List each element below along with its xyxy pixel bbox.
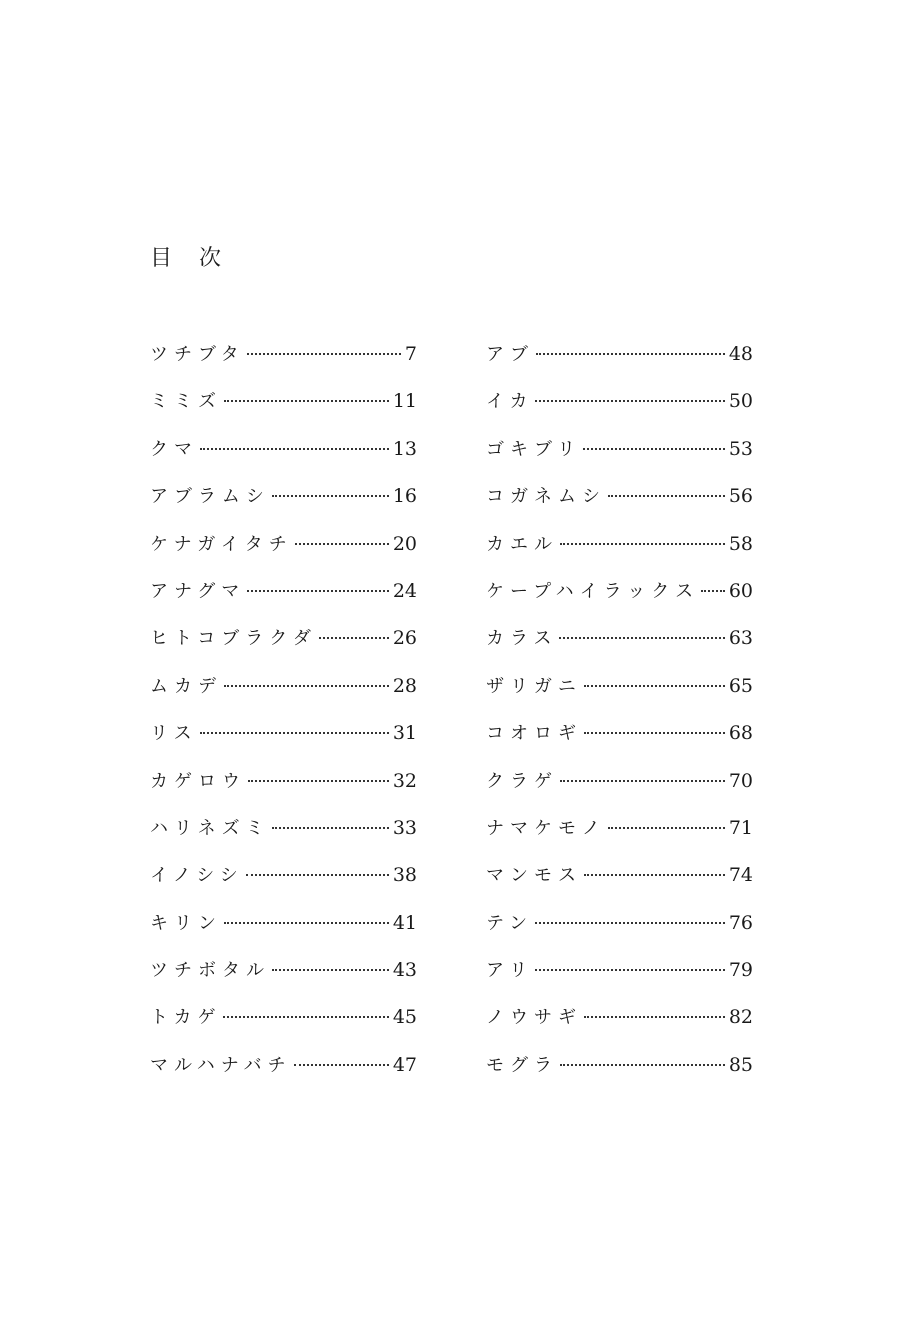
entry-page: 58: [728, 532, 753, 555]
dot-leader: [200, 448, 389, 450]
entry-page: 20: [392, 532, 417, 555]
toc-entry[interactable]: [486, 766, 753, 813]
entry-page: 53: [728, 437, 753, 460]
dot-leader: [200, 732, 389, 734]
toc-entry[interactable]: [150, 529, 417, 576]
dot-leader: [272, 969, 389, 971]
toc-entry[interactable]: [486, 434, 753, 481]
entry-page: 76: [728, 911, 753, 934]
entry-page: 45: [392, 1006, 417, 1029]
dot-leader: [247, 590, 389, 592]
toc-entry[interactable]: [486, 1050, 753, 1097]
entry-name: アリ: [486, 960, 534, 982]
entry-name: カラス: [486, 628, 558, 650]
toc-entry[interactable]: [486, 718, 753, 765]
dot-leader: [559, 637, 724, 639]
entry-page: 32: [392, 769, 417, 792]
entry-name: ケープハイラックス: [486, 580, 700, 602]
dot-leader: [583, 448, 725, 450]
toc-entry[interactable]: [486, 671, 753, 718]
toc-entry[interactable]: [150, 481, 417, 528]
entry-page: 65: [728, 674, 753, 697]
entry-page: 56: [728, 485, 753, 508]
entry-name: コガネムシ: [486, 486, 606, 508]
toc-entry[interactable]: [150, 766, 417, 813]
entry-name: クラゲ: [486, 770, 558, 792]
entry-page: 26: [392, 627, 417, 650]
entry-page: 16: [392, 485, 417, 508]
entry-name: ナマケモノ: [486, 817, 606, 839]
entry-name: モグラ: [486, 1054, 558, 1076]
entry-page: 82: [728, 1006, 753, 1029]
dot-leader: [584, 1016, 725, 1018]
dot-leader: [224, 685, 389, 687]
entry-page: 31: [392, 722, 417, 745]
entry-page: 33: [392, 816, 417, 839]
entry-page: 38: [392, 864, 417, 887]
toc-entry[interactable]: [486, 481, 753, 528]
entry-name: テン: [486, 912, 534, 934]
entry-page: 11: [392, 390, 417, 413]
entry-name: リス: [150, 723, 198, 745]
dot-leader: [584, 685, 725, 687]
page-title: 目 次: [150, 246, 231, 271]
dot-leader: [224, 922, 389, 924]
entry-name: アブラムシ: [150, 486, 270, 508]
dot-leader: [560, 543, 725, 545]
dot-leader: [608, 827, 725, 829]
entry-name: カゲロウ: [150, 770, 246, 792]
entry-name: イカ: [486, 391, 534, 413]
toc-entry[interactable]: [150, 576, 417, 623]
entry-name: コオロギ: [486, 723, 582, 745]
toc-entry[interactable]: [150, 339, 417, 386]
toc-entry[interactable]: [486, 860, 753, 907]
dot-leader: [560, 780, 725, 782]
entry-page: 24: [392, 579, 417, 602]
toc-entry[interactable]: [150, 386, 417, 433]
toc-entry[interactable]: [486, 623, 753, 670]
dot-leader: [272, 827, 389, 829]
entry-page: 79: [728, 959, 753, 982]
dot-leader: [560, 1064, 725, 1066]
toc-entry[interactable]: [150, 813, 417, 860]
dot-leader: [294, 1064, 389, 1066]
entry-name: ハリネズミ: [150, 817, 270, 839]
entry-name: ツチブタ: [150, 344, 245, 365]
entry-name: ザリガニ: [486, 675, 582, 697]
toc-entry[interactable]: [150, 955, 417, 1002]
entry-name: キリン: [150, 912, 222, 934]
dot-leader: [608, 495, 725, 497]
entry-page: 74: [728, 864, 753, 887]
dot-leader: [584, 732, 725, 734]
toc-entry[interactable]: [486, 908, 753, 955]
entry-page: 60: [728, 579, 753, 602]
toc-column-left: [150, 339, 417, 1097]
dot-leader: [295, 543, 389, 545]
entry-name: ケナガイタチ: [150, 533, 293, 555]
toc-entry[interactable]: [150, 1002, 417, 1049]
dot-leader: [536, 353, 725, 355]
entry-name: イノシシ: [150, 865, 244, 887]
dot-leader: [701, 590, 725, 592]
dot-leader: [535, 922, 725, 924]
dot-leader: [223, 1016, 388, 1018]
entry-name: アナグマ: [150, 580, 246, 602]
toc-entry[interactable]: [486, 529, 753, 576]
toc-entry[interactable]: [486, 813, 753, 860]
entry-name: ヒトコブラクダ: [150, 628, 317, 650]
entry-page: 48: [728, 343, 753, 365]
entry-page: 28: [392, 674, 417, 697]
entry-name: クマ: [150, 438, 198, 460]
toc-entry[interactable]: [486, 386, 753, 433]
entry-page: 71: [728, 816, 753, 839]
entry-page: 63: [728, 627, 753, 650]
entry-page: 13: [392, 437, 417, 460]
dot-leader: [319, 637, 389, 639]
dot-leader: [246, 874, 389, 876]
entry-page: 85: [728, 1053, 753, 1076]
entry-name: ツチボタル: [150, 960, 270, 982]
entry-page: 43: [392, 959, 417, 982]
toc-entry[interactable]: [486, 576, 753, 623]
toc-entry[interactable]: [150, 623, 417, 670]
toc-entry[interactable]: [150, 1050, 417, 1097]
toc-entry[interactable]: [150, 908, 417, 955]
entry-page: 68: [728, 722, 753, 745]
toc-entry[interactable]: [150, 860, 417, 907]
entry-name: ノウサギ: [486, 1007, 582, 1029]
toc-entry[interactable]: [150, 434, 417, 481]
entry-page: 41: [392, 911, 417, 934]
entry-name: ミミズ: [150, 391, 222, 413]
toc-entry[interactable]: [486, 955, 753, 1002]
entry-name: ムカデ: [150, 675, 222, 697]
dot-leader: [272, 495, 389, 497]
entry-name: マルハナバチ: [150, 1054, 292, 1076]
dot-leader: [535, 969, 725, 971]
toc-entry[interactable]: [486, 339, 753, 386]
toc-entry[interactable]: [486, 1002, 753, 1049]
dot-leader: [248, 780, 389, 782]
dot-leader: [247, 353, 401, 355]
entry-page: 47: [392, 1053, 417, 1076]
entry-name: アブ: [486, 344, 534, 365]
entry-name: ゴキブリ: [486, 438, 582, 460]
toc-entry[interactable]: [150, 671, 417, 718]
toc-entry[interactable]: [150, 718, 417, 765]
entry-page: 70: [728, 769, 753, 792]
entry-name: カエル: [486, 533, 558, 555]
toc-column-right: [486, 339, 753, 1097]
dot-leader: [584, 874, 725, 876]
dot-leader: [535, 400, 724, 402]
entry-name: トカゲ: [150, 1007, 222, 1029]
entry-name: マンモス: [486, 865, 582, 887]
dot-leader: [224, 400, 389, 402]
entry-page: 7: [404, 343, 417, 365]
entry-page: 50: [728, 390, 753, 413]
